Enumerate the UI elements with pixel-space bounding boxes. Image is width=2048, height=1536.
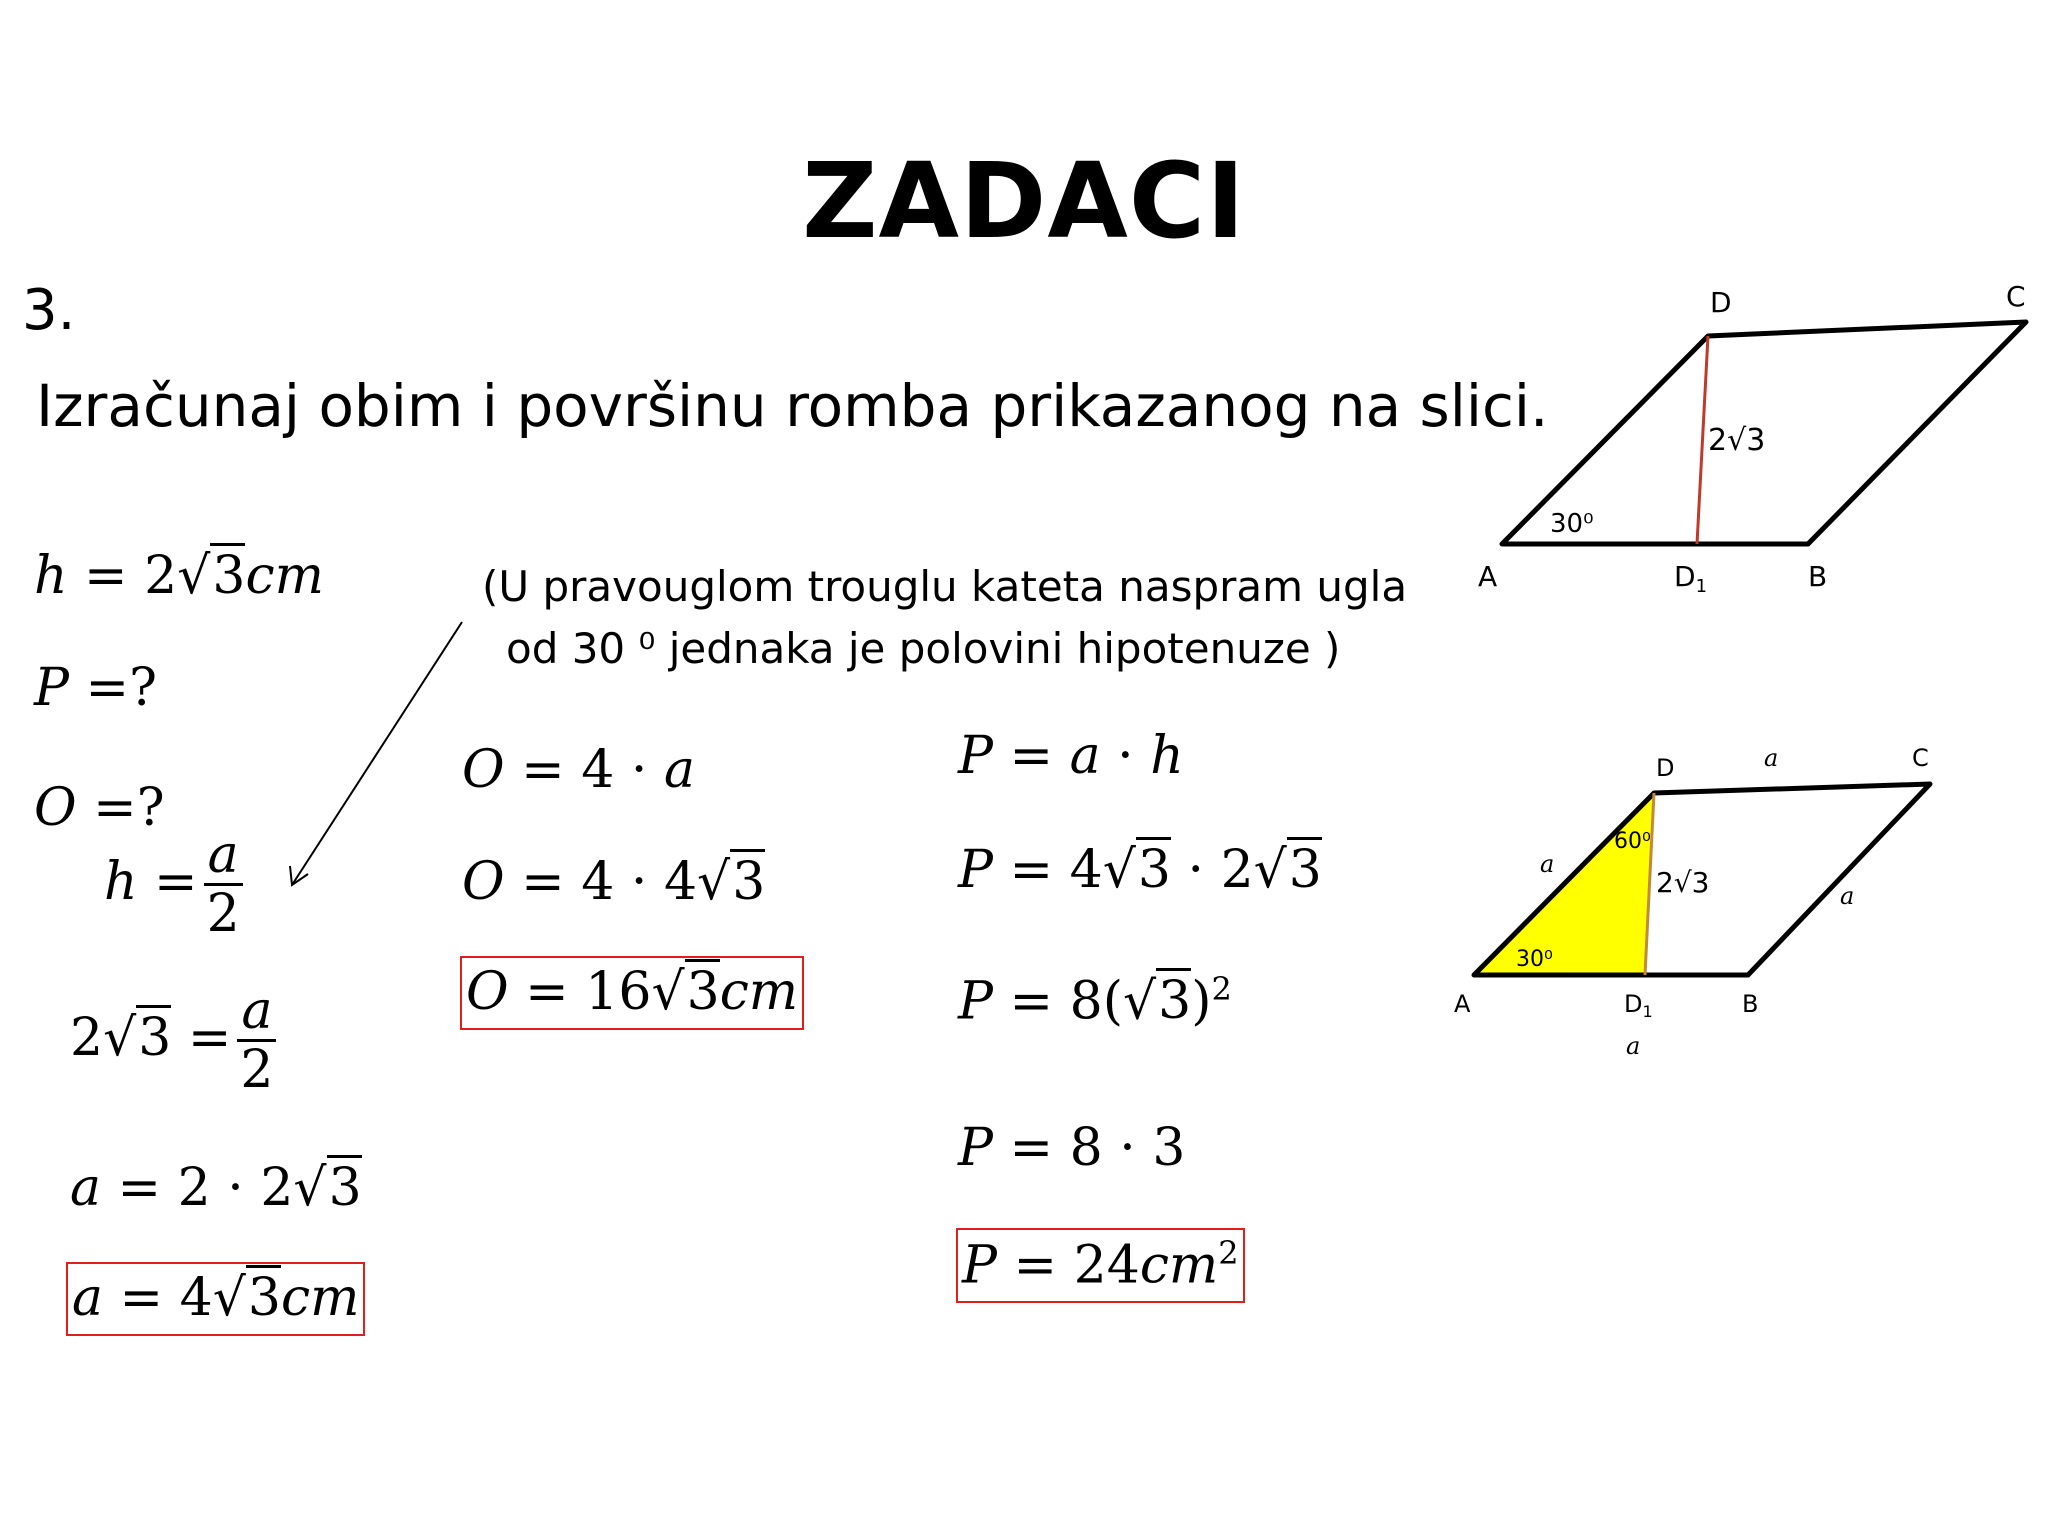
task-number: 3. (22, 278, 76, 343)
label-b-1: B (1808, 560, 1828, 593)
angle-30-label-2: 30⁰ (1516, 947, 1553, 972)
side-left-label: a (1540, 850, 1555, 878)
label-d1-1: $D_1$ (1674, 560, 1708, 597)
side-top-label: a (1764, 744, 1779, 772)
note-line-1: (U pravouglom trouglu kateta naspram ugla (482, 562, 1408, 611)
given-o: O =? (34, 778, 165, 838)
label-a-2: A (1454, 990, 1471, 1018)
rhombus-figure-2 (1454, 744, 1930, 1060)
task-text: Izračunaj obim i površinu romba prikazanog na slici. (36, 372, 1549, 440)
label-d-1: D (1710, 286, 1732, 319)
step-h-equals-a-half: h = $\frac{a}{2}$ (104, 828, 243, 943)
label-c-2: C (1912, 744, 1929, 772)
side-bottom-label: a (1626, 1032, 1641, 1060)
label-d1-2: $D_1$ (1624, 990, 1653, 1021)
area-step-product: P = 8 · 3 (958, 1118, 1186, 1178)
height-label-1: 2√3 (1708, 423, 1766, 458)
label-a-1: A (1478, 560, 1498, 593)
perimeter-substitution: O = 4 · 4√3 (462, 852, 765, 912)
given-h: h = 2√3cm (34, 546, 324, 606)
area-formula: P = a · h (958, 726, 1184, 786)
height-line-1 (1697, 336, 1708, 544)
arrow (290, 622, 462, 885)
step-2sqrt3-equals-a-half: 2√3 = $\frac{a}{2}$ (70, 984, 276, 1099)
side-right-label: a (1840, 882, 1855, 910)
label-c-1: C (2006, 280, 2026, 313)
result-perimeter: O = 16√3cm (460, 956, 804, 1030)
step-a-equals: a = 2 · 2√3 (70, 1158, 362, 1218)
area-substitution: P = 4√3 · 2√3 (958, 840, 1322, 900)
angle-60-label-2: 60⁰ (1614, 829, 1651, 854)
label-b-2: B (1742, 990, 1759, 1018)
page-title: ZADACI (802, 140, 1246, 262)
note-line-2: od 30 ⁰ jednaka je polovini hipotenuze ) (506, 624, 1341, 673)
result-a: a = 4√3cm (66, 1262, 365, 1336)
perimeter-formula: O = 4 · a (462, 740, 695, 800)
rhombus-figure-1 (1478, 280, 2026, 597)
result-area: $P = 24cm^2$ (956, 1228, 1245, 1303)
area-step-square: $P = 8(√3)^2$ (958, 970, 1232, 1032)
angle-30-label-1: 30⁰ (1550, 509, 1594, 539)
given-p: P =? (34, 658, 157, 718)
height-label-2: 2√3 (1656, 866, 1710, 899)
label-d-2: D (1656, 754, 1675, 782)
